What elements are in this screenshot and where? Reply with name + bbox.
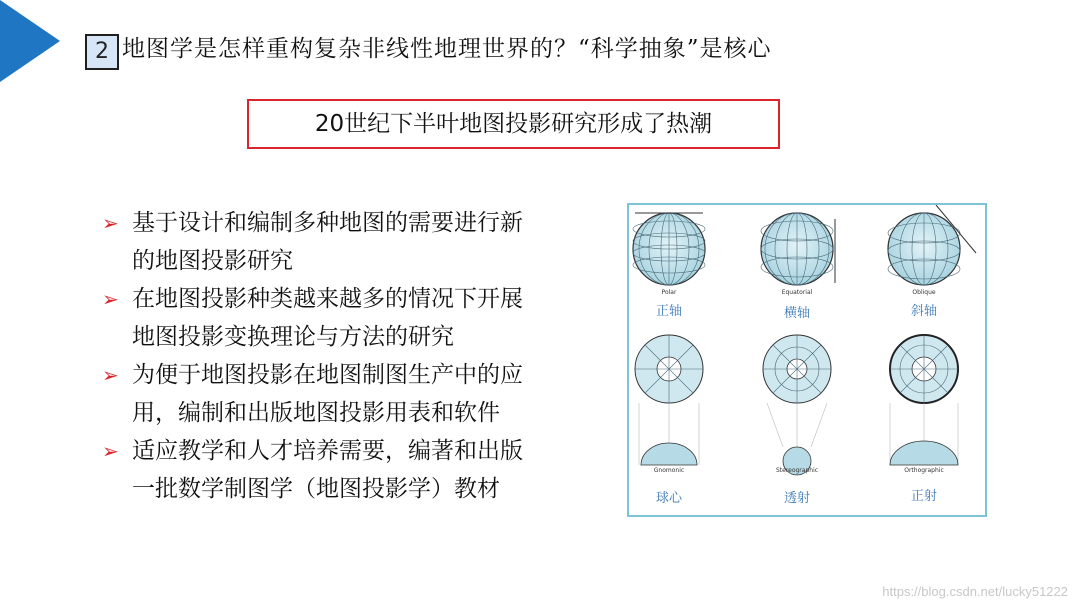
gnomonic-projection [635,335,703,465]
equatorial-globe [761,213,835,285]
figure-label: 正轴 [655,304,682,319]
oblique-globe [888,205,976,285]
arrow-bullet-icon: ➢ [102,363,119,387]
projection-figure [627,203,987,517]
figure-label: 横轴 [783,306,810,321]
figure-label: 正射 [910,489,937,504]
bullet-line: 在地图投影种类越来越多的情况下开展 [132,286,523,312]
polar-globe [633,213,705,285]
watermark: https://blog.csdn.net/lucky51222 [882,584,1068,599]
arrow-bullet-icon: ➢ [102,287,119,311]
bullet-item [98,204,618,280]
bullet-line: 用，编制和出版地图投影用表和软件 [132,400,500,426]
orthographic-projection [890,335,958,465]
bullet-item [98,280,618,356]
figure-label: 球心 [655,491,682,506]
figure-caption: Oblique [912,289,936,296]
section-number: 2 [85,34,119,70]
bullet-line: 为便于地图投影在地图制图生产中的应 [132,362,523,388]
arrow-bullet-icon: ➢ [102,211,119,235]
figure-caption: Equatorial [781,289,813,296]
bullet-line: 基于设计和编制多种地图的需要进行新 [132,210,523,236]
bullet-line: 的地图投影研究 [132,248,293,274]
bullet-line: 地图投影变换理论与方法的研究 [132,324,454,350]
page-title: 地图学是怎样重构复杂非线性地理世界的？“科学抽象”是核心 [122,36,772,62]
figure-caption: Gnomonic [653,467,685,474]
bullet-item [98,432,618,508]
corner-arrow-icon [0,0,62,82]
bullet-line: 适应教学和人才培养需要，编著和出版 [132,438,523,464]
figure-caption: Stereographic [775,467,819,474]
bullet-list [98,204,618,508]
subtitle-text: 20世纪下半叶地图投影研究形成了热潮 [314,111,713,137]
figure-caption: Polar [661,289,677,296]
figure-caption: Orthographic [904,467,944,474]
arrow-bullet-icon: ➢ [102,439,119,463]
bullet-item [98,356,618,432]
figure-label: 斜轴 [910,304,937,319]
bullet-line: 一批数学制图学（地图投影学）教材 [132,476,500,502]
stereographic-projection [763,335,831,475]
subtitle-box [247,99,780,149]
figure-label: 透射 [783,491,810,506]
